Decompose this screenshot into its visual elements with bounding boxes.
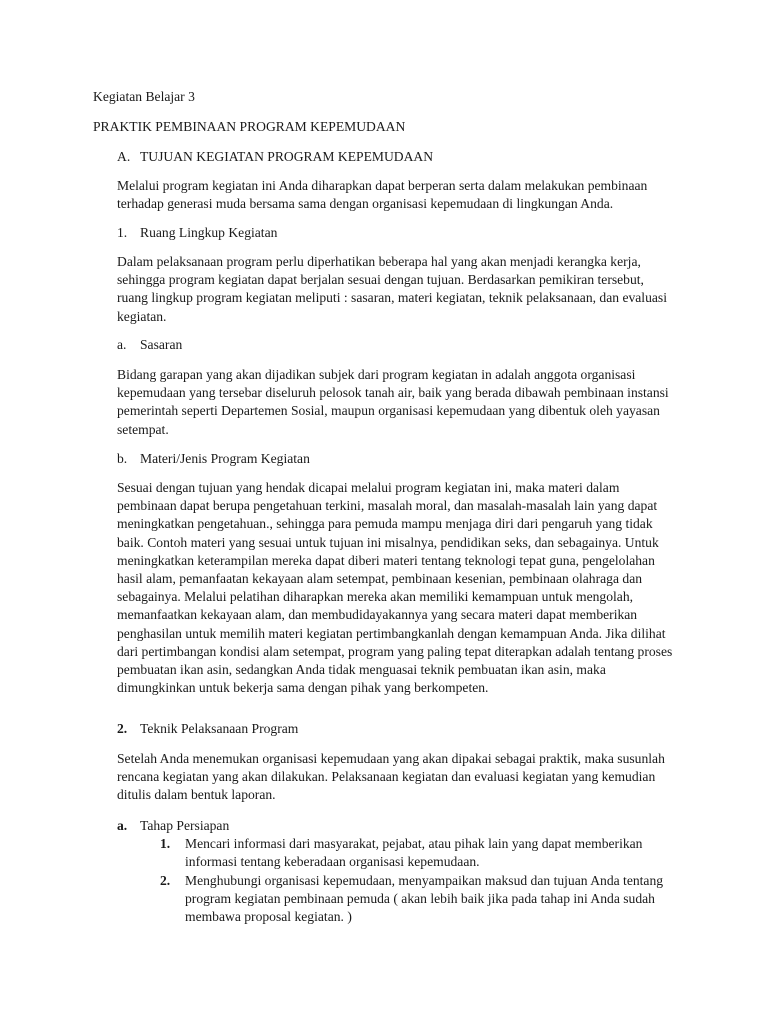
sub-b-title: Materi/Jenis Program Kegiatan [140, 451, 310, 466]
main-heading: PRAKTIK PEMBINAAN PROGRAM KEPEMUDAAN [93, 119, 406, 134]
sub-a-title: Sasaran [140, 337, 183, 352]
sub-b-body: Sesuai dengan tujuan yang hendak dicapai melalui program kegiatan ini, maka materi dalam pembinaan dapat berupa pengetahuan terkini, masalah moral, dan masalah-masalah lain yang dapat meningkatkan pengetahuan., sehingga para pemuda mampu menjaga diri dari pengaruh yang tidak baik. Contoh materi yang sesuai untuk tujuan ini misalnya, pendidikan seks, dan sebagainya. Untuk meningkatkan keterampilan mereka dapat diberi materi tentang teknologi tepat guna, pengelolahan hasil alam, pemanfaatan kekayaan alam setempat, pembinaan kesenian, pembinaan olahraga dan sebagainya. Melalui pelatihan diharapkan mereka akan memiliki kemampuan untuk mengolah, memanfaatkan kekayaan alam, dan membudidayakannya yang secara materi dapat memberikan penghasilan untuk memilih materi kegiatan pertimbangkanlah dengan kemampuan Anda. Jika dilihat dari pertimbangan kondisi alam setempat, program yang paling tepat diterapkan adalah tentang proses pembuatan ikan asin, sedangkan Anda tidak menguasai teknik pembuatan ikan asin, maka dimungkinkan untuk bekerja sama dengan pihak yang berkompeten. [117, 480, 673, 696]
sub-a-body: Bidang garapan yang akan dijadikan subjek dari program kegiatan in adalah anggota organisasi kepemudaan yang tersebar diseluruh pelosok tanah air, baik yang berada dibawah pembinaan instansi pemerintah seperti Departemen Sosial, maupun organisasi kepemudaan yang dibentuk oleh yayasan setempat. [117, 367, 669, 437]
point-1-body: Dalam pelaksanaan program perlu diperhatikan beberapa hal yang akan menjadi kerangka kerja, sehingga program kegiatan dapat berjalan sesuai dengan tujuan. Berdasarkan pemikiran tersebut, ruang lingkup program kegiatan meliputi : sasaran, materi kegiatan, teknik pelaksanaan, dan evaluasi kegiatan. [117, 254, 667, 324]
point-2-body: Setelah Anda menemukan organisasi kepemudaan yang akan dipakai sebagai praktik, maka susunlah rencana kegiatan yang akan dilakukan. Pelaksanaan kegiatan dan evaluasi kegiatan yang kemudian ditulis dalam bentuk laporan. [117, 751, 665, 803]
point-1-label: 1. [117, 225, 128, 240]
prep-item-1-label: 1. [160, 836, 171, 851]
section-a-title: TUJUAN KEGIATAN PROGRAM KEPEMUDAAN [140, 149, 434, 164]
sub-a2-label: a. [117, 818, 128, 833]
prep-item-2-label: 2. [160, 873, 171, 888]
point-2-title: Teknik Pelaksanaan Program [140, 721, 299, 736]
sub-a-label: a. [117, 337, 127, 352]
prep-item-1-text: Mencari informasi dari masyarakat, pejabat, atau pihak lain yang dapat memberikan informasi tentang keberadaan organisasi kepemudaan. [185, 836, 643, 870]
point-1-title: Ruang Lingkup Kegiatan [140, 225, 278, 240]
section-a-label: A. [117, 149, 131, 164]
point-2-label: 2. [117, 721, 128, 736]
sub-b-label: b. [117, 451, 128, 466]
section-a-intro: Melalui program kegiatan ini Anda diharapkan dapat berperan serta dalam melakukan pembinaan terhadap generasi muda bersama sama dengan organisasi kepemudaan di lingkungan Anda. [117, 178, 648, 212]
prep-item-2-text: Menghubungi organisasi kepemudaan, menyampaikan maksud dan tujuan Anda tentang program kegiatan pembinaan pemuda ( akan lebih baik jika pada tahap ini Anda sudah membawa proposal kegiatan. ) [185, 873, 664, 925]
sub-a2-title: Tahap Persiapan [140, 818, 230, 833]
module-title: Kegiatan Belajar 3 [93, 89, 195, 104]
